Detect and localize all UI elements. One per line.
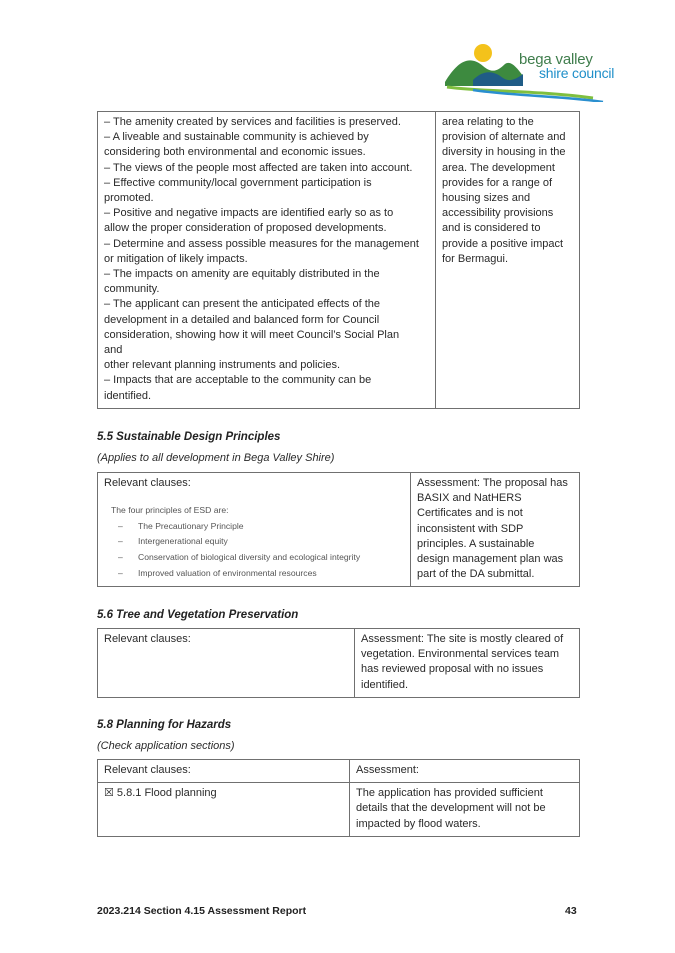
assessment-line: housing sizes and	[442, 192, 531, 205]
assessment-line: for Bermagui.	[442, 252, 509, 265]
assessment-line: provides for a range of	[442, 176, 553, 189]
assessment-line: area relating to the	[442, 116, 534, 128]
criteria-line: identified.	[104, 389, 152, 402]
criteria-line: development in a detailed and balanced form for Council	[104, 313, 380, 326]
section-heading-5-8: 5.8 Planning for Hazards	[97, 719, 232, 731]
flood-planning-clause: 5.8.1 Flood planning	[113, 787, 217, 800]
assessment-line: diversity in housing in the	[442, 146, 566, 159]
criteria-line: other relevant planning instruments and policies.	[104, 359, 341, 372]
assessment-line: has reviewed proposal with no issues	[361, 663, 544, 676]
assessment-line: part of the DA submittal.	[417, 568, 535, 581]
criteria-line: – Effective community/local government participation is	[104, 176, 372, 189]
assessment-line: principles. A sustainable	[417, 537, 535, 550]
relevant-clauses-label: Relevant clauses:	[104, 633, 191, 645]
assessment-line: BASIX and NatHERS	[417, 492, 522, 505]
esd-dash: –	[118, 551, 123, 562]
assessment-line: Certificates and is not	[417, 507, 523, 520]
relevant-clauses-cell	[98, 473, 411, 587]
criteria-line: or mitigation of likely impacts.	[104, 252, 248, 265]
planning-hazards-table	[97, 759, 580, 837]
logo-text-shire-council: shire council	[539, 65, 615, 81]
social-impact-table	[97, 111, 580, 409]
relevant-clauses-label: Relevant clauses:	[104, 477, 191, 489]
assessment-label: Assessment:	[356, 764, 419, 776]
relevant-clauses-header	[98, 760, 350, 783]
assessment-line: Assessment: The site is mostly cleared of	[361, 633, 564, 645]
esd-item-text: Improved valuation of environmental resources	[138, 567, 317, 578]
relevant-clauses-cell	[98, 629, 355, 698]
criteria-line: – Impacts that are acceptable to the community can be	[104, 374, 372, 387]
footer-report-title: 2023.214 Section 4.15 Assessment Report	[97, 905, 307, 917]
criteria-line: – The impacts on amenity are equitably distributed in the	[104, 268, 380, 281]
assessment-line: vegetation. Environmental services team	[361, 648, 560, 661]
esd-item-text: Conservation of biological diversity and ecological integrity	[138, 551, 361, 562]
esd-item	[104, 566, 404, 582]
esd-dash: –	[118, 520, 123, 531]
criteria-line: community.	[104, 283, 160, 296]
esd-principles-list	[104, 503, 404, 581]
assessment-line: inconsistent with SDP	[417, 522, 524, 535]
flood-planning-assessment-cell	[350, 783, 580, 837]
assessment-line: area. The development	[442, 161, 555, 174]
assessment-line: and is considered to	[442, 222, 541, 235]
relevant-clauses-label: Relevant clauses:	[104, 764, 191, 776]
flood-planning-clause-cell	[98, 783, 350, 837]
esd-item-text: Intergenerational equity	[138, 536, 228, 547]
social-impact-assessment-cell	[436, 112, 580, 409]
criteria-line: – The amenity created by services and facilities is preserved.	[104, 116, 401, 128]
section-heading-5-5: 5.5 Sustainable Design Principles	[97, 431, 281, 443]
esd-item	[104, 550, 404, 566]
assessment-header	[350, 760, 580, 783]
tree-vegetation-table	[97, 628, 580, 698]
section-heading-5-6: 5.6 Tree and Vegetation Preservation	[97, 609, 299, 621]
assessment-line: Assessment: The proposal has	[417, 477, 568, 489]
footer-page-number: 43	[565, 905, 577, 917]
esd-dash: –	[118, 536, 123, 547]
checked-checkbox-icon: ☒	[104, 787, 114, 800]
criteria-line: – The applicant can present the anticipated effects of the	[104, 298, 381, 311]
criteria-line: – A liveable and sustainable community is achieved by	[104, 131, 369, 144]
logo-text-bega-valley: bega valley	[519, 51, 593, 68]
assessment-line: details that the development will not be	[356, 802, 546, 815]
esd-dash: –	[118, 567, 123, 578]
assessment-line: design management plan was	[417, 553, 564, 566]
assessment-line: provide a positive impact	[442, 237, 564, 250]
criteria-line: – Positive and negative impacts are identified early so as to	[104, 207, 394, 220]
criteria-line: consideration, showing how it will meet Council’s Social Plan	[104, 328, 400, 341]
sustainable-design-table	[97, 472, 580, 587]
criteria-line: – Determine and assess possible measures for the management	[104, 237, 419, 250]
esd-title: The four principles of ESD are:	[111, 505, 229, 516]
assessment-line: identified.	[361, 678, 409, 691]
sustainable-design-assessment-cell	[411, 473, 580, 587]
esd-item	[104, 519, 404, 535]
criteria-line: and	[104, 344, 123, 357]
criteria-line: considering both environmental and economic issues.	[104, 146, 366, 159]
section-subtitle-5-5: (Applies to all development in Bega Valley Shire)	[97, 452, 335, 464]
criteria-line: – The views of the people most affected are taken into account.	[104, 161, 413, 174]
tree-vegetation-assessment-cell	[355, 629, 580, 698]
assessment-line: impacted by flood waters.	[356, 817, 481, 830]
council-logo	[443, 40, 633, 102]
section-subtitle-5-8: (Check application sections)	[97, 740, 235, 752]
criteria-line: allow the proper consideration of proposed developments.	[104, 222, 387, 235]
criteria-line: promoted.	[104, 192, 154, 205]
assessment-line: accessibility provisions	[442, 207, 554, 220]
esd-item	[104, 534, 404, 550]
assessment-line: The application has provided sufficient	[356, 787, 543, 800]
assessment-line: provision of alternate and	[442, 131, 566, 144]
social-impact-criteria-cell	[98, 112, 436, 409]
esd-item-text: The Precautionary Principle	[138, 520, 244, 531]
